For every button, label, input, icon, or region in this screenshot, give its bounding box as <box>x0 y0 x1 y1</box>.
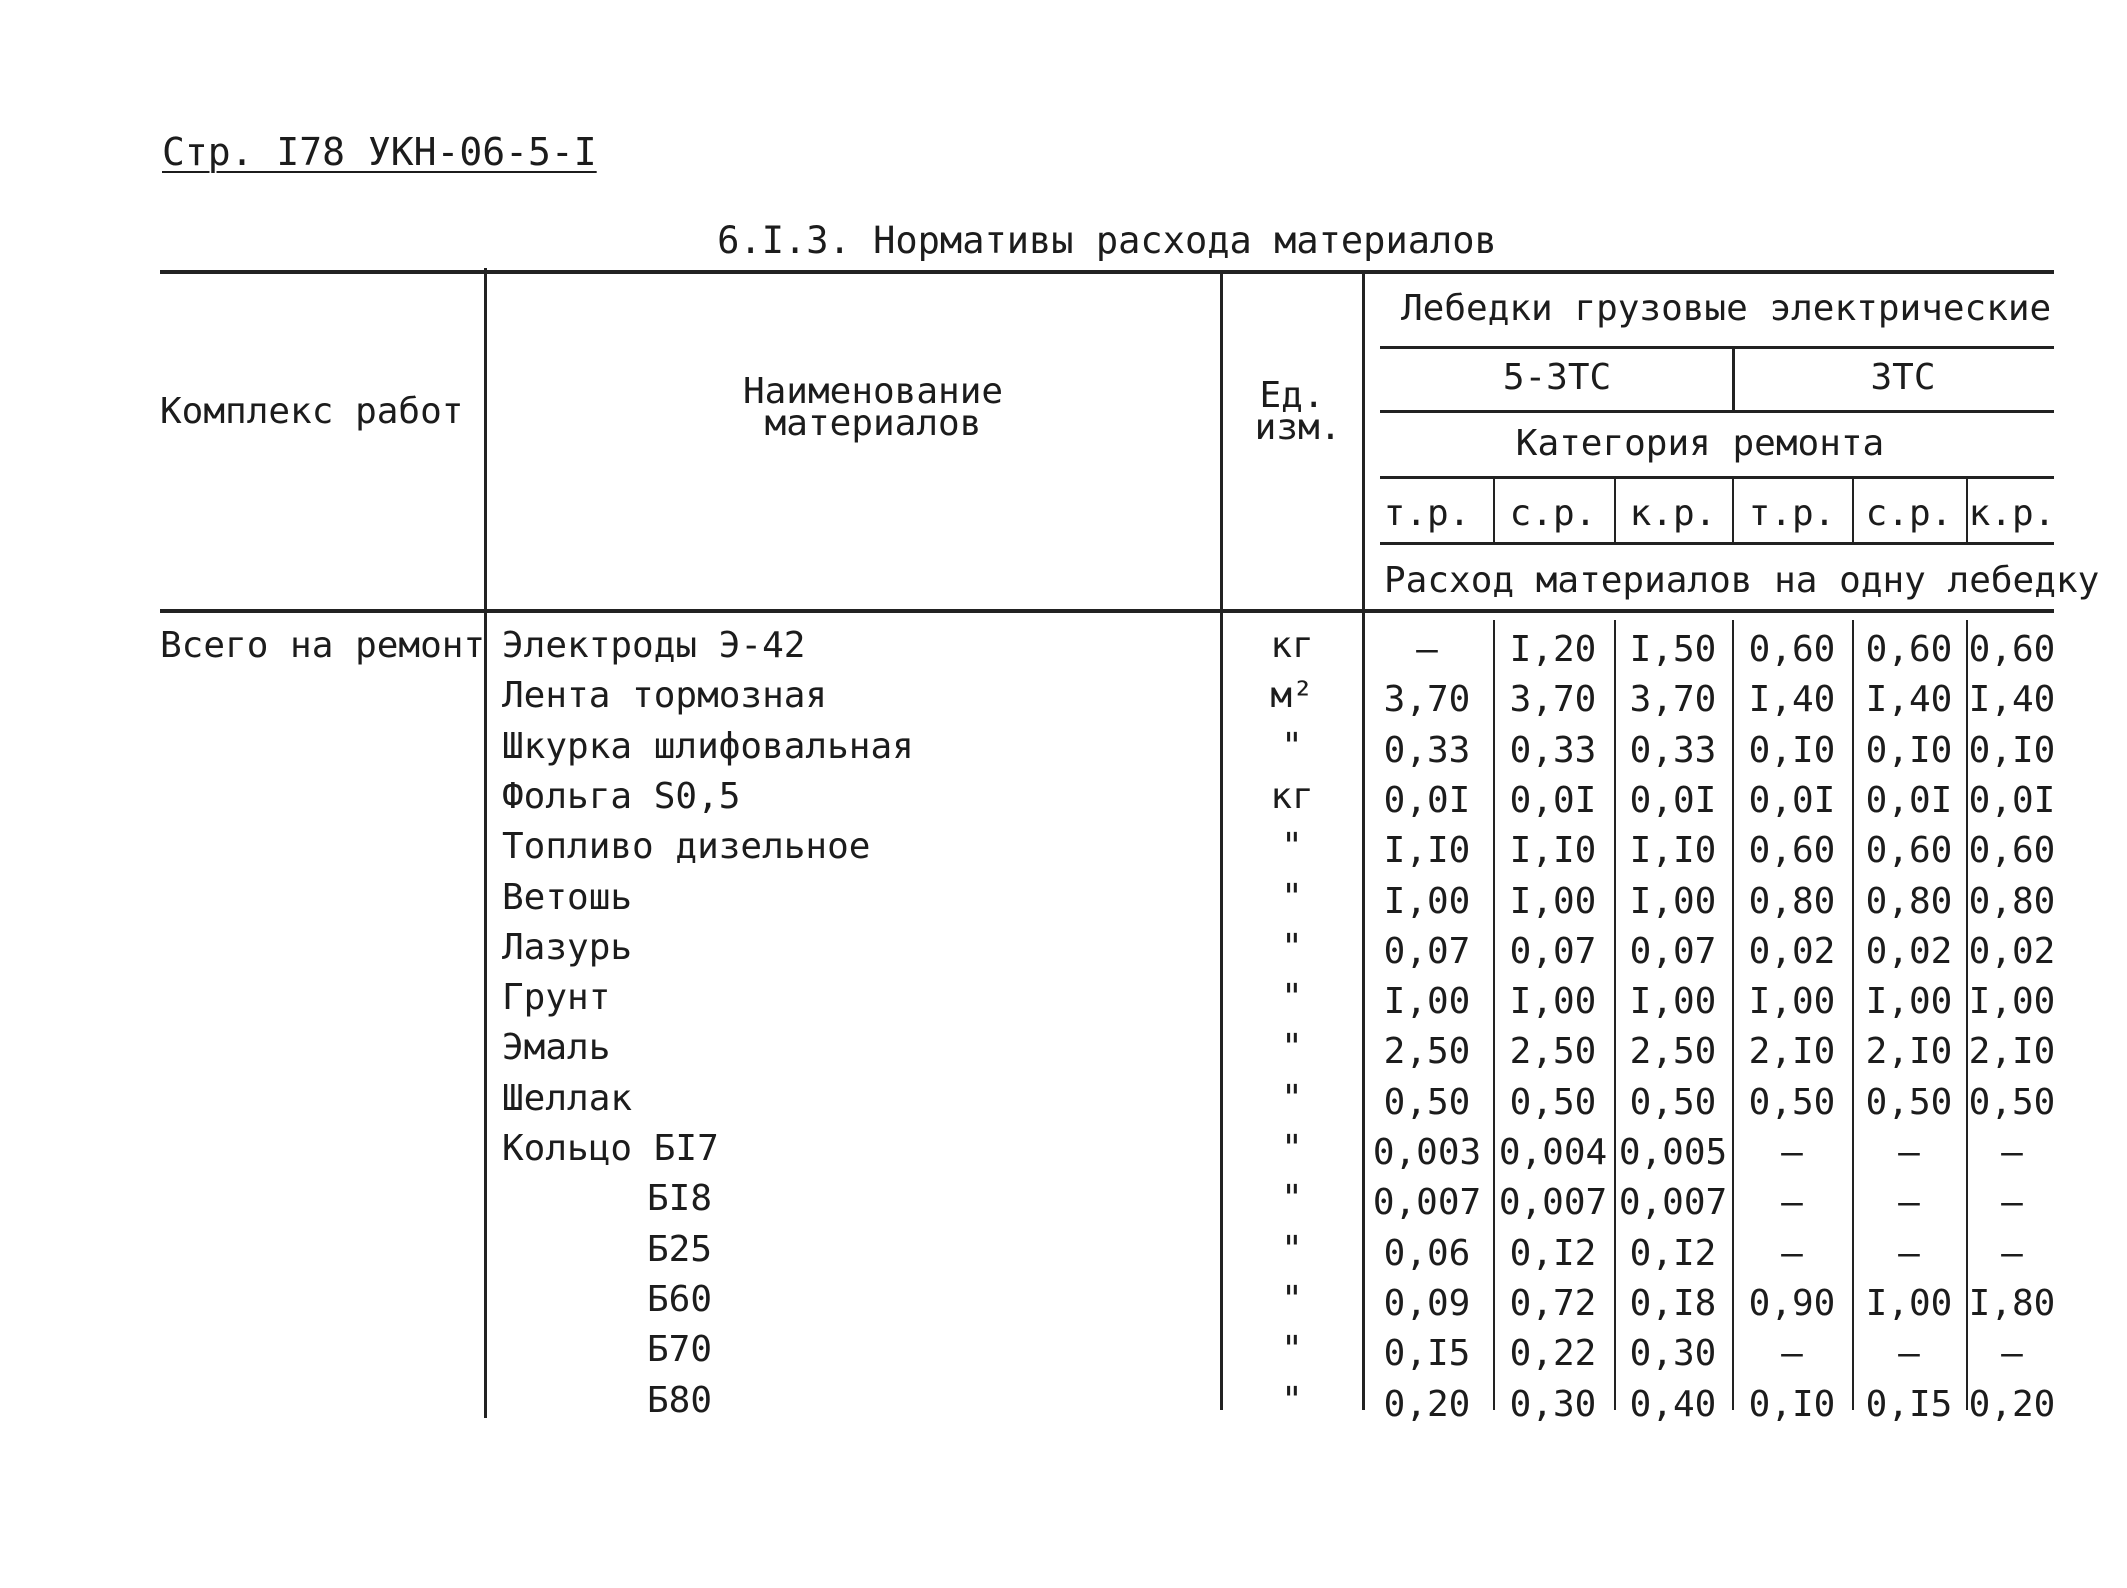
value-cell: 0,004 <box>1498 1132 1608 1173</box>
unit-cell: " <box>1281 877 1303 918</box>
repair-divider <box>1852 476 1854 542</box>
value-cell: I,I0 <box>1383 830 1471 871</box>
value-cell: 0,80 <box>1968 881 2056 922</box>
value-cell: 0,005 <box>1618 1132 1728 1173</box>
material-name: Шеллак <box>502 1078 633 1119</box>
repair-type-header: т.р. <box>1383 493 1471 534</box>
value-cell: – <box>1898 1333 1920 1374</box>
unit-cell: " <box>1281 1027 1303 1068</box>
value-cell: I,40 <box>1865 679 1953 720</box>
header-name-line1: Наименование <box>742 371 1004 412</box>
repair-type-header: с.р. <box>1865 493 1953 534</box>
value-cell: – <box>1781 1233 1803 1274</box>
column-divider <box>484 268 487 1418</box>
value-cell: – <box>2001 1132 2023 1173</box>
value-cell: 0,33 <box>1383 730 1471 771</box>
value-cell: I,00 <box>1509 981 1597 1022</box>
value-cell: I,00 <box>1748 981 1836 1022</box>
value-cell: 0,0I <box>1383 780 1471 821</box>
value-cell: – <box>1781 1132 1803 1173</box>
model-divider <box>1732 346 1735 410</box>
value-cell: 0,90 <box>1748 1283 1836 1324</box>
value-cell: 2,50 <box>1629 1031 1717 1072</box>
value-cell: 0,50 <box>1865 1082 1953 1123</box>
material-name: Лазурь <box>502 927 633 968</box>
value-cell: 0,40 <box>1629 1384 1717 1425</box>
material-name: Шкурка шлифовальная <box>502 726 914 767</box>
repair-type-header: к.р. <box>1629 493 1717 534</box>
value-cell: 0,0I <box>1509 780 1597 821</box>
value-cell: 0,30 <box>1509 1384 1597 1425</box>
value-cell: 0,50 <box>1629 1082 1717 1123</box>
value-cell: 0,0I <box>1968 780 2056 821</box>
value-cell: 0,60 <box>1865 629 1953 670</box>
material-name: Топливо дизельное <box>502 826 871 867</box>
value-cell: – <box>2001 1333 2023 1374</box>
data-divider <box>1732 620 1734 1410</box>
value-cell: – <box>1781 1182 1803 1223</box>
repair-type-header: к.р. <box>1968 493 2056 534</box>
value-cell: 0,33 <box>1629 730 1717 771</box>
value-cell: – <box>1898 1182 1920 1223</box>
header-unit-line1: Ед. <box>1259 375 1325 416</box>
unit-cell: " <box>1281 826 1303 867</box>
value-cell: 0,33 <box>1509 730 1597 771</box>
unit-cell: м² <box>1270 675 1314 716</box>
complex-value: Всего на ремонт <box>160 625 486 666</box>
value-cell: 0,72 <box>1509 1283 1597 1324</box>
value-cell: I,50 <box>1629 629 1717 670</box>
model-rule <box>1380 410 2054 413</box>
value-cell: 0,007 <box>1618 1182 1728 1223</box>
value-cell: 0,09 <box>1383 1283 1471 1324</box>
material-name: Лента тормозная <box>502 675 828 716</box>
value-cell: 0,22 <box>1509 1333 1597 1374</box>
material-name: Электроды Э-42 <box>502 625 806 666</box>
value-cell: 0,60 <box>1968 629 2056 670</box>
repair-rule <box>1380 542 2054 545</box>
value-cell: 2,50 <box>1383 1031 1471 1072</box>
unit-cell: кг <box>1270 776 1314 817</box>
header-consumption: Расход материалов на одну лебедку <box>1384 560 2100 601</box>
value-cell: 0,I5 <box>1383 1333 1471 1374</box>
unit-cell: " <box>1281 1279 1303 1320</box>
value-cell: 3,70 <box>1629 679 1717 720</box>
value-cell: 0,06 <box>1383 1233 1471 1274</box>
value-cell: 0,0I <box>1629 780 1717 821</box>
value-cell: 0,50 <box>1383 1082 1471 1123</box>
data-divider <box>1493 620 1495 1410</box>
value-cell: 0,20 <box>1968 1384 2056 1425</box>
value-cell: 0,60 <box>1748 629 1836 670</box>
value-cell: I,80 <box>1968 1283 2056 1324</box>
unit-cell: " <box>1281 1329 1303 1370</box>
value-cell: 3,70 <box>1383 679 1471 720</box>
header-model-zts: ЗТС <box>1870 357 1936 398</box>
value-cell: 0,I2 <box>1509 1233 1597 1274</box>
value-cell: 0,003 <box>1372 1132 1482 1173</box>
material-name: Б80 <box>647 1380 713 1421</box>
value-cell: 0,I8 <box>1629 1283 1717 1324</box>
repair-divider <box>1493 476 1495 542</box>
value-cell: 0,I5 <box>1865 1384 1953 1425</box>
value-cell: I,20 <box>1509 629 1597 670</box>
category-rule <box>1380 476 2054 479</box>
value-cell: 0,80 <box>1748 881 1836 922</box>
unit-cell: " <box>1281 1128 1303 1169</box>
table-title: 6.I.3. Нормативы расхода материалов <box>717 219 1497 262</box>
value-cell: 0,60 <box>1748 830 1836 871</box>
value-cell: 0,80 <box>1865 881 1953 922</box>
value-cell: 0,0I <box>1865 780 1953 821</box>
value-cell: 2,I0 <box>1968 1031 2056 1072</box>
value-cell: 0,07 <box>1509 931 1597 972</box>
value-cell: 0,I0 <box>1748 730 1836 771</box>
value-cell: 2,50 <box>1509 1031 1597 1072</box>
value-cell: 0,02 <box>1865 931 1953 972</box>
repair-type-header: т.р. <box>1748 493 1836 534</box>
data-divider <box>1614 620 1616 1410</box>
value-cell: – <box>1898 1233 1920 1274</box>
repair-divider <box>1732 476 1734 542</box>
value-cell: 0,60 <box>1865 830 1953 871</box>
value-cell: I,I0 <box>1629 830 1717 871</box>
value-cell: I,40 <box>1968 679 2056 720</box>
header-model-5zts: 5-ЗТС <box>1502 357 1612 398</box>
header-name-line2: материалов <box>764 403 982 444</box>
unit-cell: " <box>1281 1078 1303 1119</box>
material-name: Грунт <box>502 977 611 1018</box>
unit-cell: кг <box>1270 625 1314 666</box>
value-cell: 0,02 <box>1748 931 1836 972</box>
value-cell: I,00 <box>1383 981 1471 1022</box>
table-top-rule <box>160 270 2054 274</box>
data-divider <box>1852 620 1854 1410</box>
value-cell: 0,07 <box>1383 931 1471 972</box>
value-cell: – <box>1781 1333 1803 1374</box>
value-cell: 0,50 <box>1748 1082 1836 1123</box>
material-name: Б25 <box>647 1229 713 1270</box>
header-unit-line2: изм. <box>1254 407 1342 448</box>
unit-cell: " <box>1281 1178 1303 1219</box>
material-name: Кольцо БI7 <box>502 1128 719 1169</box>
value-cell: I,00 <box>1629 981 1717 1022</box>
value-cell: 0,07 <box>1629 931 1717 972</box>
value-cell: 0,02 <box>1968 931 2056 972</box>
header-complex: Комплекс работ <box>160 391 464 432</box>
value-cell: I,00 <box>1629 881 1717 922</box>
value-cell: 2,I0 <box>1748 1031 1836 1072</box>
value-cell: I,00 <box>1865 981 1953 1022</box>
column-divider <box>1220 270 1223 1410</box>
material-name: Фольга S0,5 <box>502 776 741 817</box>
value-cell: 0,I0 <box>1865 730 1953 771</box>
value-cell: I,00 <box>1865 1283 1953 1324</box>
value-cell: – <box>2001 1233 2023 1274</box>
value-cell: 0,I0 <box>1968 730 2056 771</box>
material-name: Б70 <box>647 1329 713 1370</box>
value-cell: 0,50 <box>1968 1082 2056 1123</box>
column-divider <box>1362 270 1365 1410</box>
group-rule <box>1380 346 2054 349</box>
repair-divider <box>1614 476 1616 542</box>
header-category: Категория ремонта <box>1515 423 1885 464</box>
value-cell: 0,50 <box>1509 1082 1597 1123</box>
unit-cell: " <box>1281 977 1303 1018</box>
material-name: Эмаль <box>502 1027 611 1068</box>
value-cell: 2,I0 <box>1865 1031 1953 1072</box>
value-cell: I,00 <box>1383 881 1471 922</box>
value-cell: I,I0 <box>1509 830 1597 871</box>
header-group: Лебедки грузовые электрические <box>1401 288 2052 329</box>
material-name: Ветошь <box>502 877 633 918</box>
value-cell: I,40 <box>1748 679 1836 720</box>
unit-cell: " <box>1281 726 1303 767</box>
header-bottom-rule <box>160 609 2054 613</box>
value-cell: 3,70 <box>1509 679 1597 720</box>
value-cell: 0,I2 <box>1629 1233 1717 1274</box>
unit-cell: " <box>1281 1380 1303 1421</box>
repair-type-header: с.р. <box>1509 493 1597 534</box>
unit-cell: " <box>1281 927 1303 968</box>
value-cell: 0,20 <box>1383 1384 1471 1425</box>
material-name: БI8 <box>647 1178 713 1219</box>
value-cell: 0,007 <box>1498 1182 1608 1223</box>
value-cell: 0,60 <box>1968 830 2056 871</box>
value-cell: I,00 <box>1968 981 2056 1022</box>
value-cell: 0,007 <box>1372 1182 1482 1223</box>
page-reference: Стр. I78 УКН-06-5-I <box>162 130 597 174</box>
value-cell: I,00 <box>1509 881 1597 922</box>
value-cell: – <box>1416 629 1438 670</box>
value-cell: 0,30 <box>1629 1333 1717 1374</box>
unit-cell: " <box>1281 1229 1303 1270</box>
value-cell: 0,0I <box>1748 780 1836 821</box>
value-cell: – <box>1898 1132 1920 1173</box>
value-cell: 0,I0 <box>1748 1384 1836 1425</box>
material-name: Б60 <box>647 1279 713 1320</box>
value-cell: – <box>2001 1182 2023 1223</box>
